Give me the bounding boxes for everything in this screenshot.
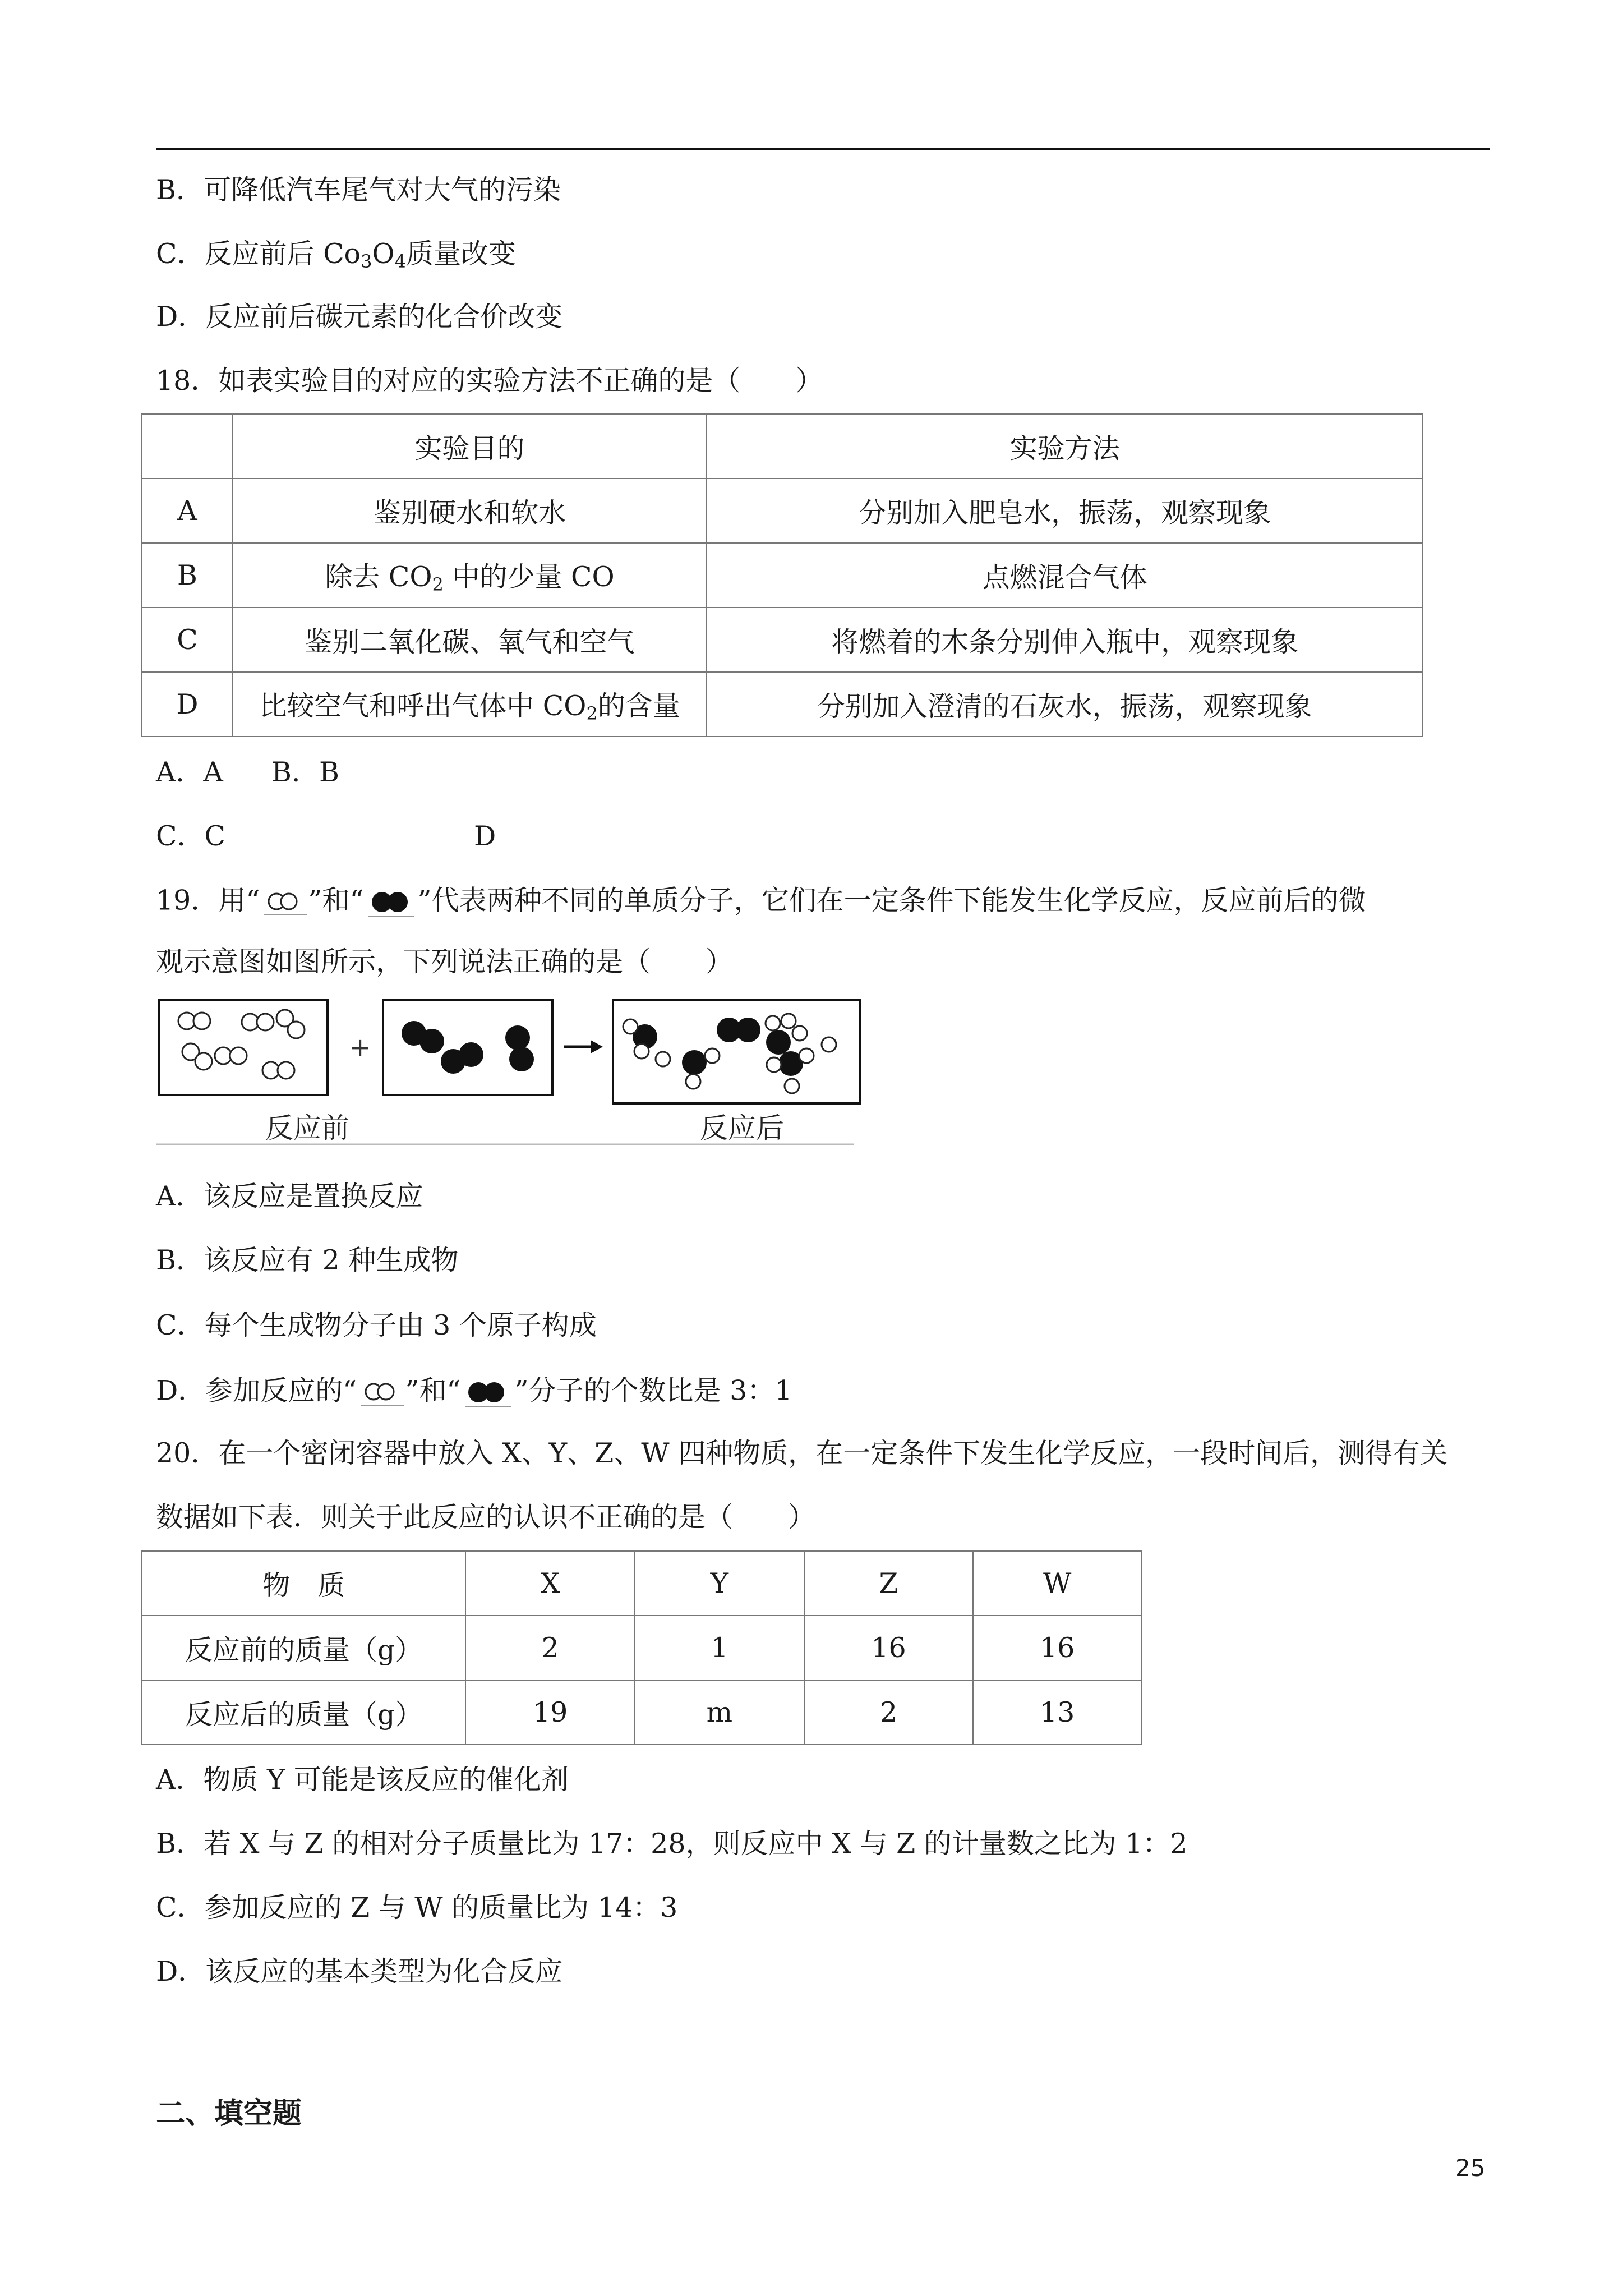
before-box-white-molecules <box>159 1000 328 1095</box>
q19-option-c: C．每个生成物分子由 3 个原子构成 <box>156 1309 597 1341</box>
q20-cell: 反应后的质量（g） <box>142 1680 465 1745</box>
q18-row-label: D <box>142 672 233 737</box>
q20-row-after <box>142 1680 1141 1745</box>
q20-option-a: A．物质 Y 可能是该反应的催化剂 <box>156 1764 569 1796</box>
q18-row-label: A <box>142 478 233 543</box>
plus-sign: + <box>349 1032 371 1062</box>
header-rule <box>156 148 1490 150</box>
q20-cell: 2 <box>465 1616 635 1680</box>
q18-row-purpose: 鉴别二氧化碳、氧气和空气 <box>233 608 707 672</box>
q20-cell: 16 <box>804 1616 974 1680</box>
q20-stem-line1: 20．在一个密闭容器中放入 X、Y、Z、W 四种物质，在一定条件下发生化学反应，一段时间后，测得有关 <box>156 1437 1448 1469</box>
q20-header-row <box>142 1551 1141 1616</box>
q18-answer-b: B．B <box>271 756 340 788</box>
q20-stem-line2: 数据如下表．则关于此反应的认识不正确的是（ ） <box>156 1501 816 1533</box>
q19-option-a: A．该反应是置换反应 <box>156 1180 423 1212</box>
page-number: 25 <box>1455 2154 1486 2182</box>
q20-cell: 13 <box>973 1680 1141 1745</box>
q20-header-cell: Y <box>635 1551 804 1616</box>
q17-option-c: C．反应前后 $Co_3O_4$质量改变 <box>156 238 516 272</box>
white-molecule-icon <box>357 1377 405 1409</box>
after-box-molecules <box>613 1000 860 1103</box>
q18-header-row <box>142 414 1423 478</box>
q18-row-b <box>142 543 1423 608</box>
q18-answer-c: C．C <box>156 820 225 852</box>
q18-row-label: C <box>142 608 233 672</box>
q17-option-b: B．可降低汽车尾气对大气的污染 <box>156 174 561 206</box>
q20-header-cell: 物 质 <box>142 1551 465 1616</box>
q18-row-purpose: 除去 $CO_2$ 中的少量 CO <box>233 543 707 608</box>
q20-cell: 2 <box>804 1680 974 1745</box>
q19-stem-line2: 观示意图如图所示，下列说法正确的是（ ） <box>156 946 734 978</box>
q20-option-d: D．该反应的基本类型为化合反应 <box>156 1955 563 1987</box>
label-before: 反应前 <box>265 1112 349 1144</box>
q20-row-before <box>142 1616 1141 1680</box>
q20-cell: m <box>635 1680 804 1745</box>
black-molecule-icon <box>364 885 418 920</box>
q20-cell: 16 <box>973 1616 1141 1680</box>
q18-row-method: 分别加入肥皂水，振荡，观察现象 <box>707 478 1423 543</box>
q18-header-method: 实验方法 <box>707 414 1423 478</box>
q18-row-c <box>142 608 1423 672</box>
q18-table <box>141 413 1423 737</box>
q20-cell: 1 <box>635 1616 804 1680</box>
q18-row-a <box>142 478 1423 543</box>
q19-option-d: D．参加反应的“ ”和“ ”分子的个数比是 3：1 <box>156 1375 792 1410</box>
q18-row-d <box>142 672 1423 737</box>
q18-stem: 18．如表实验目的对应的实验方法不正确的是（ ） <box>156 365 823 397</box>
before-box-black-molecules <box>383 1000 552 1095</box>
q20-cell: 19 <box>465 1680 635 1745</box>
section-heading: 二、填空题 <box>156 2097 302 2131</box>
q20-table <box>141 1550 1142 1745</box>
q17-option-d: D．反应前后碳元素的化合价改变 <box>156 301 563 333</box>
q18-answer-d: D <box>474 820 496 852</box>
q18-answer-a: A．A <box>156 756 223 788</box>
q18-header-purpose: 实验目的 <box>233 414 707 478</box>
q18-header-empty <box>142 414 233 478</box>
q20-header-cell: X <box>465 1551 635 1616</box>
q19-reaction-diagram <box>156 993 863 1150</box>
q20-option-b: B．若 X 与 Z 的相对分子质量比为 17：28，则反应中 X 与 Z 的计量数之比为 1：2 <box>156 1828 1188 1860</box>
q18-row-method: 分别加入澄清的石灰水，振荡，观察现象 <box>707 672 1423 737</box>
label-after: 反应后 <box>700 1112 784 1144</box>
q19-stem-line1: 19．用“ ”和“ ”代表两种不同的单质分子，它们在一定条件下能发生化学反应，反应前后的微 <box>156 885 1366 920</box>
reaction-arrow <box>564 1040 603 1053</box>
q19-option-b: B．该反应有 2 种生成物 <box>156 1244 459 1276</box>
q20-cell: 反应前的质量（g） <box>142 1616 465 1680</box>
q18-row-method: 点燃混合气体 <box>707 543 1423 608</box>
q18-row-method: 将燃着的木条分别伸入瓶中，观察现象 <box>707 608 1423 672</box>
q18-row-label: B <box>142 543 233 608</box>
black-molecule-icon <box>460 1375 514 1410</box>
q20-header-cell: Z <box>804 1551 974 1616</box>
q20-option-c: C．参加反应的 Z 与 W 的质量比为 14：3 <box>156 1892 678 1924</box>
q18-row-purpose: 鉴别硬水和软水 <box>233 478 707 543</box>
q20-header-cell: W <box>973 1551 1141 1616</box>
q18-row-purpose: 比较空气和呼出气体中 $CO_2$的含量 <box>233 672 707 737</box>
white-molecule-icon <box>260 887 308 918</box>
